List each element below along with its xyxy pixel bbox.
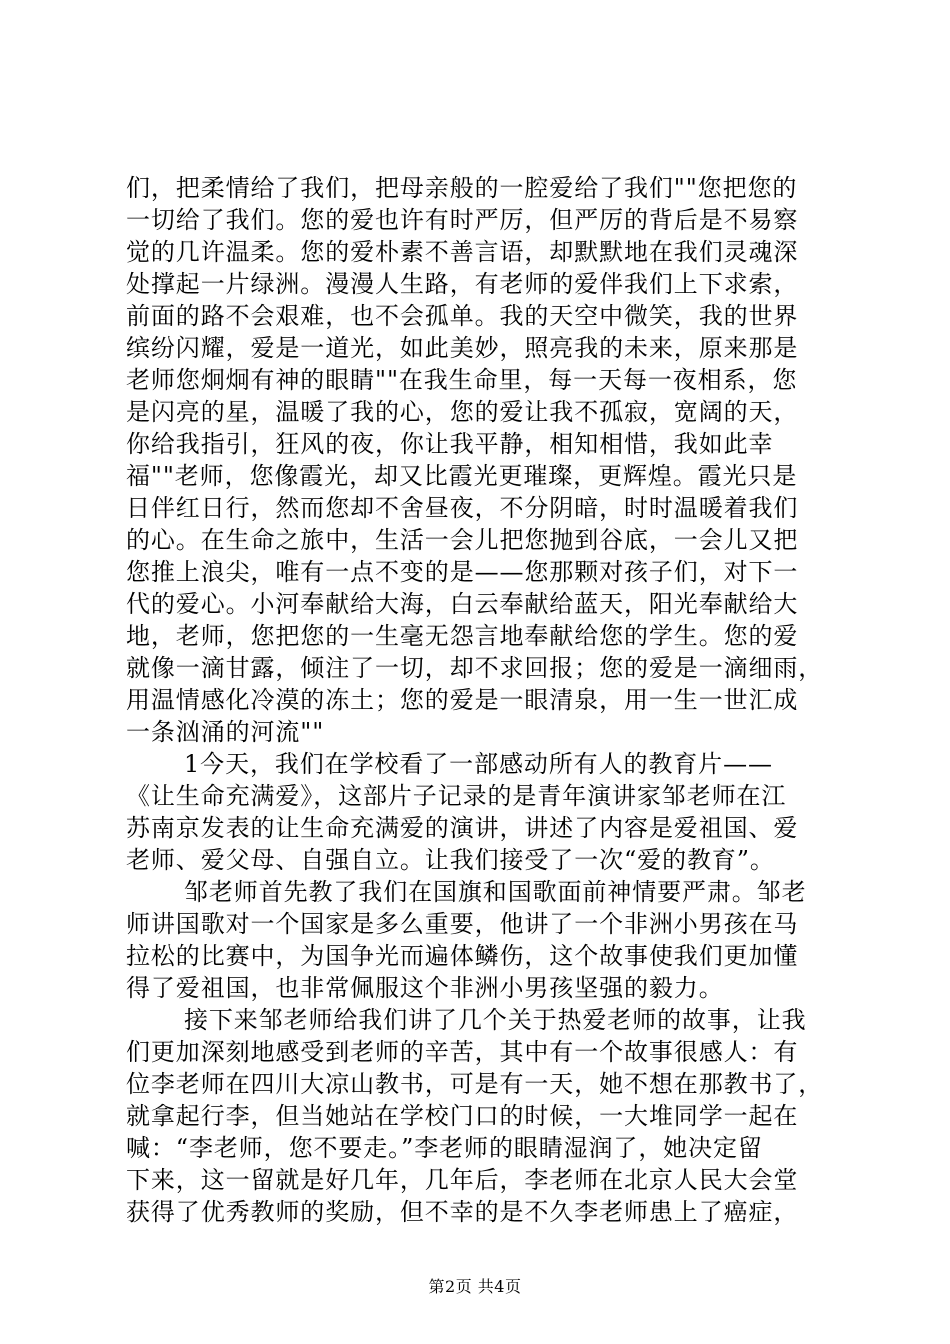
text-line: 《让生命充满爱》，这部片子记录的是青年演讲家邹老师在江 — [126, 782, 787, 810]
text-line: 前面的路不会艰难，也不会孤单。我的天空中微笑，我的世界 — [126, 302, 799, 330]
document-body — [126, 172, 842, 1228]
text-line: 师讲国歌对一个国家是多么重要，他讲了一个非洲小男孩在马 — [126, 910, 799, 938]
paragraph-start-line: 接下来邹老师给我们讲了几个关于热爱老师的故事，让我 — [184, 1006, 807, 1034]
text-line: 就拿起行李，但当她站在学校门口的时候，一大堆同学一起在 — [126, 1102, 799, 1130]
text-line: 老师、爱父母、自强自立。让我们接受了一次“爱的教育”。 — [126, 846, 775, 874]
text-line: 是闪亮的星，温暖了我的心，您的爱让我不孤寂，宽阔的天， — [126, 398, 799, 426]
text-line: 就像一滴甘露，倾注了一切，却不求回报；您的爱是一滴细雨， — [126, 654, 824, 682]
text-line: 下来，这一留就是好几年，几年后，李老师在北京人民大会堂 — [126, 1166, 799, 1194]
text-line: 日伴红日行，然而您却不舍昼夜，不分阴暗，时时温暖着我们 — [126, 494, 799, 522]
page-number-footer: 第2页 共4页 — [428, 1277, 522, 1296]
text-line: 老师您炯炯有神的眼睛""在我生命里，每一天每一夜相系，您 — [126, 366, 798, 394]
text-line: 一条汹涌的河流"" — [126, 718, 325, 746]
text-line: 地，老师，您把您的一生毫无怨言地奉献给您的学生。您的爱 — [126, 622, 799, 650]
text-line: 位李老师在四川大凉山教书，可是有一天，她不想在那教书了， — [126, 1070, 824, 1098]
text-line: 苏南京发表的让生命充满爱的演讲，讲述了内容是爱祖国、爱 — [126, 814, 799, 842]
text-line: 你给我指引，狂风的夜，你让我平静，相知相惜，我如此幸 — [126, 430, 774, 458]
text-line: 喊：“李老师，您不要走。”李老师的眼睛湿润了，她决定留 — [126, 1134, 763, 1162]
text-line: 获得了优秀教师的奖励，但不幸的是不久李老师患上了癌症， — [126, 1198, 799, 1226]
text-line: 处撑起一片绿洲。漫漫人生路，有老师的爱伴我们上下求索， — [126, 270, 799, 298]
text-line: 们，把柔情给了我们，把母亲般的一腔爱给了我们""您把您的 — [126, 174, 798, 202]
text-line: 福""老师，您像霞光，却又比霞光更璀璨，更辉煌。霞光只是 — [126, 462, 798, 490]
text-line: 您推上浪尖，唯有一点不变的是——您那颗对孩子们，对下一 — [126, 558, 799, 586]
text-line: 们更加深刻地感受到老师的辛苦，其中有一个故事很感人：有 — [126, 1038, 799, 1066]
text-line: 的心。在生命之旅中，生活一会儿把您抛到谷底，一会儿又把 — [126, 526, 799, 554]
text-line: 拉松的比赛中，为国争光而遍体鳞伤，这个故事使我们更加懂 — [126, 942, 799, 970]
text-line: 得了爱祖国，也非常佩服这个非洲小男孩坚强的毅力。 — [126, 974, 724, 1002]
text-line: 一切给了我们。您的爱也许有时严厉，但严厉的背后是不易察 — [126, 206, 799, 234]
paragraph-start-line: 1今天，我们在学校看了一部感动所有人的教育片—— — [184, 750, 773, 778]
text-line: 觉的几许温柔。您的爱朴素不善言语，却默默地在我们灵魂深 — [126, 238, 799, 266]
text-line: 缤纷闪耀，爱是一道光，如此美妙，照亮我的未来，原来那是 — [126, 334, 799, 362]
text-line: 代的爱心。小河奉献给大海，白云奉献给蓝天，阳光奉献给大 — [126, 590, 799, 618]
paragraph-start-line: 邹老师首先教了我们在国旗和国歌面前神情要严肃。邹老 — [184, 878, 807, 906]
text-line: 用温情感化冷漠的冻土；您的爱是一眼清泉，用一生一世汇成 — [126, 686, 799, 714]
